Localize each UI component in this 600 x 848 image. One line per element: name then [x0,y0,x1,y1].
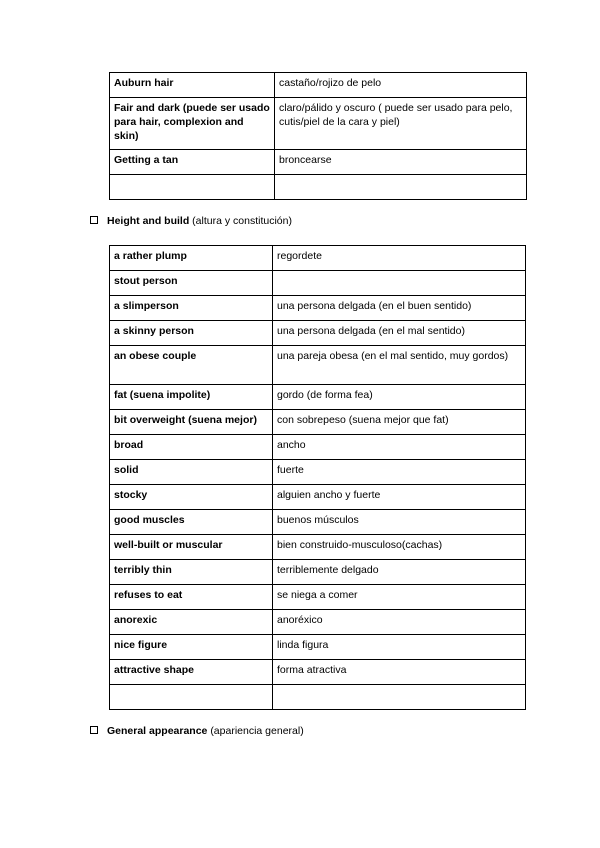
table-row [110,346,526,385]
translation-cell: una pareja obesa (en el mal sentido, muy gordos) [273,346,526,385]
translation-cell: una persona delgada (en el buen sentido) [273,296,526,321]
translation-cell: anoréxico [273,610,526,635]
translation-cell: se niega a comer [273,585,526,610]
table-hair-complexion [109,72,527,200]
table-row [110,485,526,510]
term-cell: terribly thin [110,560,273,585]
table-row [110,535,526,560]
term-cell: a slimperson [110,296,273,321]
translation-cell [275,175,527,200]
section-title: General appearance [107,725,208,737]
term-cell: refuses to eat [110,585,273,610]
table-row [110,271,526,296]
term-cell: a skinny person [110,321,273,346]
term-cell: Getting a tan [110,150,275,175]
translation-cell [273,685,526,710]
table-row [110,385,526,410]
term-cell: broad [110,435,273,460]
table-row [110,73,527,98]
translation-cell: una persona delgada (en el mal sentido) [273,321,526,346]
table-row [110,321,526,346]
table-row [110,460,526,485]
term-cell: an obese couple [110,346,273,385]
translation-cell: terriblemente delgado [273,560,526,585]
translation-cell: broncearse [275,150,527,175]
section-subtitle: (apariencia general) [210,725,304,737]
table-row [110,510,526,535]
term-cell: nice figure [110,635,273,660]
section-title: Height and build [107,215,190,227]
term-cell: stocky [110,485,273,510]
section-general-appearance [90,724,304,738]
translation-cell: gordo (de forma fea) [273,385,526,410]
translation-cell: alguien ancho y fuerte [273,485,526,510]
term-cell: anorexic [110,610,273,635]
table-row [110,246,526,271]
term-cell: fat (suena impolite) [110,385,273,410]
term-cell [110,175,275,200]
translation-cell: con sobrepeso (suena mejor que fat) [273,410,526,435]
translation-cell: linda figura [273,635,526,660]
term-cell: Auburn hair [110,73,275,98]
translation-cell: ancho [273,435,526,460]
term-cell: solid [110,460,273,485]
table-row [110,175,527,200]
translation-cell [273,271,526,296]
term-cell: stout person [110,271,273,296]
table-row [110,560,526,585]
table-row [110,296,526,321]
translation-cell: forma atractiva [273,660,526,685]
term-cell: a rather plump [110,246,273,271]
term-cell [110,685,273,710]
table-row [110,660,526,685]
table-row [110,610,526,635]
checkbox-bullet-icon [90,216,98,224]
term-cell: attractive shape [110,660,273,685]
table-height-and-build [109,245,526,710]
translation-cell: regordete [273,246,526,271]
term-cell: bit overweight (suena mejor) [110,410,273,435]
table-row [110,685,526,710]
translation-cell: castaño/rojizo de pelo [275,73,527,98]
translation-cell: claro/pálido y oscuro ( puede ser usado para pelo, cutis/piel de la cara y piel) [275,98,527,150]
term-cell: Fair and dark (puede ser usado para hair, complexion and skin) [110,98,275,150]
table-row [110,435,526,460]
table-row [110,98,527,150]
term-cell: well-built or muscular [110,535,273,560]
checkbox-bullet-icon [90,726,98,734]
term-cell: good muscles [110,510,273,535]
table-row [110,585,526,610]
section-height-and-build [90,214,292,228]
translation-cell: fuerte [273,460,526,485]
table-row [110,150,527,175]
section-subtitle: (altura y constitución) [192,215,292,227]
translation-cell: bien construido-musculoso(cachas) [273,535,526,560]
table-row [110,635,526,660]
table-row [110,410,526,435]
translation-cell: buenos músculos [273,510,526,535]
